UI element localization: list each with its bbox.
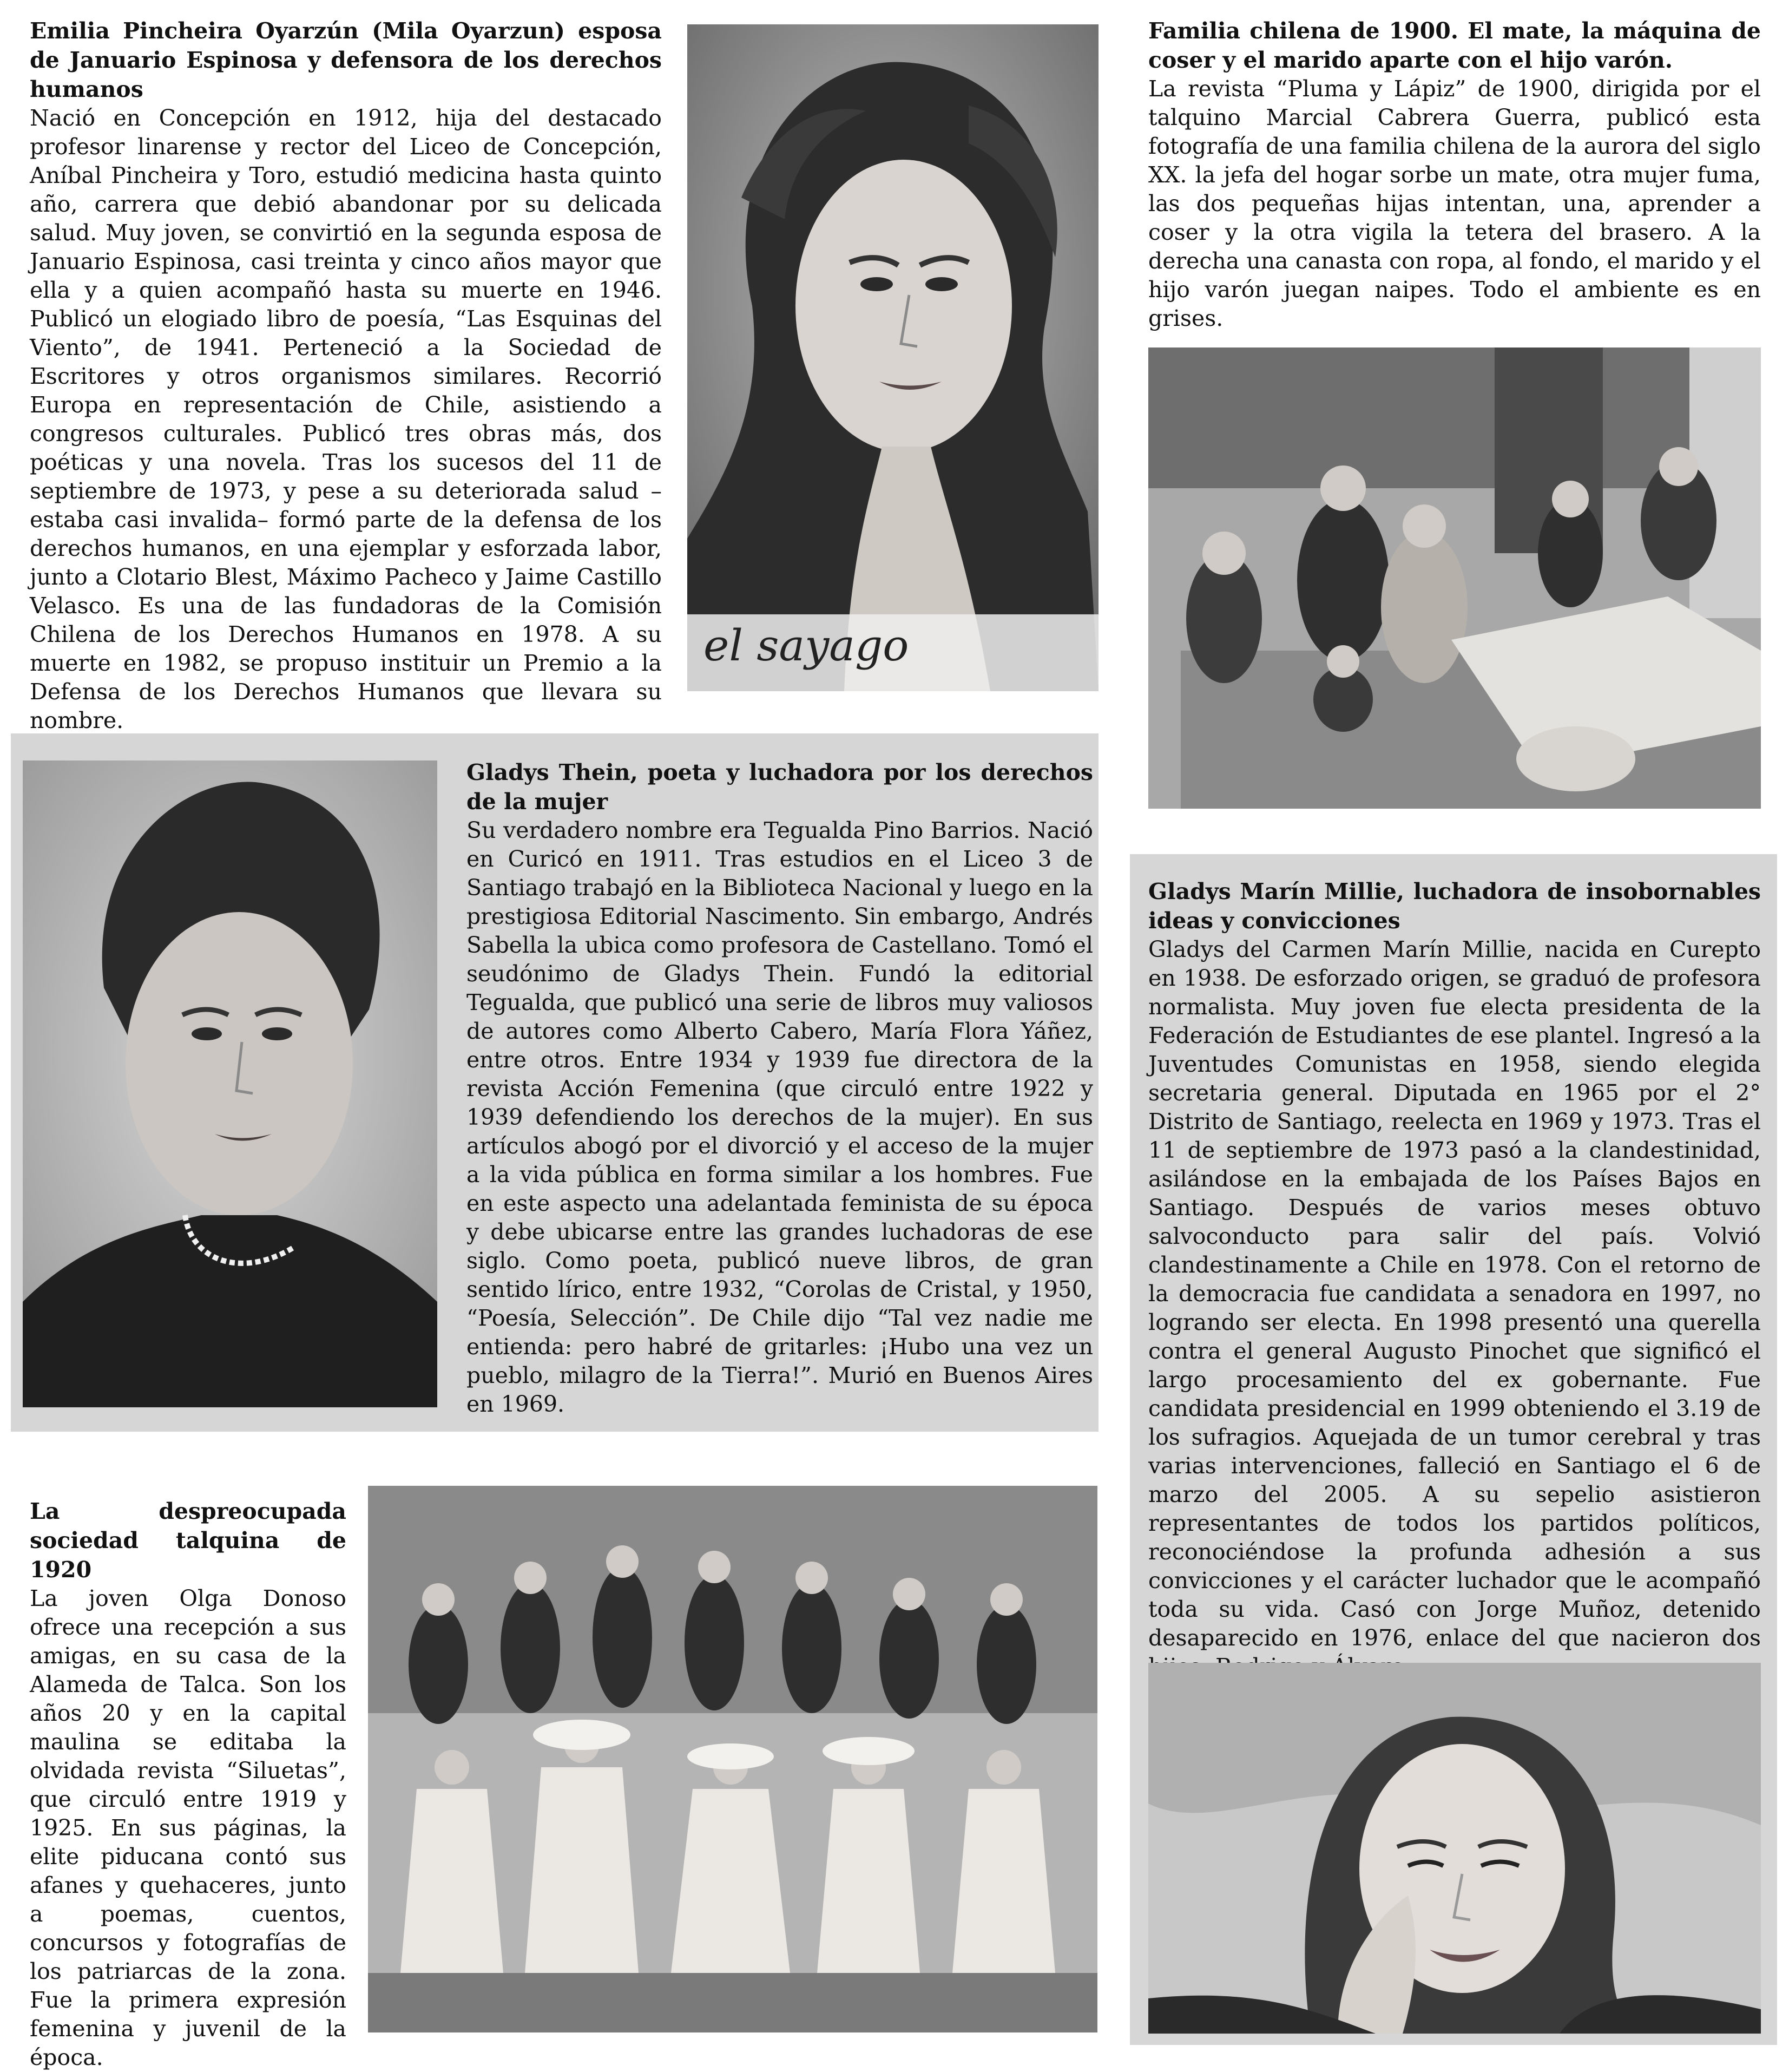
article-talca-body: La joven Olga Donoso ofrece una recepción a sus amigas, en su casa de la Alameda de Talca. Son los años 20 y en la capital maulina se editaba la olvidada revista “Siluetas”, que circuló entre 1919 y 1925. En sus páginas, la elite piducana contó sus afanes y quehaceres, junto a poemas, cuentos, concursos y fotografías de los patriarcas de la zona. Fue la primera expresión femenina y juvenil de la época.	[30, 1585, 346, 2070]
article-oyarzun	[30, 16, 662, 735]
oyarzun-portrait-photo	[687, 24, 1099, 691]
article-marin-body: Gladys del Carmen Marín Millie, nacida en Curepto en 1938. De esforzado origen, se graduó de profesora normalista. Muy joven fue electa presidenta de la Federación de Estudiantes de ese plantel. Ingresó a la Juventudes Comunistas en 1958, siendo elegida secretaria general. Diputada en 1965 por el 2° Distrito de Santiago, reelecta en 1969 y 1973. Tras el 11 de septiembre de 1973 pasó a la clandestinidad, asilándose en la embajada de los Países Bajos en Santiago. Después de varios meses obtuvo salvoconducto para salir del país. Volvió clandestinamente a Chile en 1978. Con el retorno de la democracia fue candidata a senadora en 1997, no logrando ser electa. En 1998 presentó una querella contra el general Augusto Pinochet que significó el largo procesamiento del ex gobernante. Fue candidata presidencial en 1999 obteniendo el 3.19 de los sufragios. Aquejada de un tumor cerebral y tras varias intervenciones, falleció en Santiago el 6 de marzo del 2005. A su sepelio asistieron representantes de todos los partidos políticos, reconociéndose la profunda adhesión a sus convicciones y el carácter luchador que le acompañó toda su vida. Casó con Jorge Muñoz, detenido desaparecido en 1976, enlace del que nacieron dos	[1148, 936, 1761, 1651]
article-talca-1920	[30, 1497, 346, 2072]
talca-1920-group-photo	[368, 1486, 1097, 2032]
oyarzun-signature: el sayago	[703, 620, 909, 671]
thein-portrait-photo	[23, 760, 437, 1407]
article-familia-body: La revista “Pluma y Lápiz” de 1900, dirigida por el talquino Marcial Cabrera Guerra, publicó esta fotografía de una familia chilena de la aurora del siglo XX. la jefa del hogar sorbe un mate, otra mujer fuma, las dos pequeñas hijas intentan, una, aprender a coser y la otra vigila la tetera del brasero. A la derecha una canasta con ropa, al fondo, el marido y el hijo varón juegan naipes. Todo el ambiente es en grises.	[1148, 76, 1761, 331]
familia-1900-photo	[1148, 347, 1761, 809]
article-familia-title: Familia chilena de 1900. El mate, la máquina de coser y el marido aparte con el hijo varón.	[1148, 18, 1761, 73]
article-oyarzun-title: Emilia Pincheira Oyarzún (Mila Oyarzun) esposa de Januario Espinosa y defensora de los derechos humanos	[30, 18, 662, 102]
article-marin	[1148, 877, 1761, 1681]
marin-portrait-photo	[1148, 1663, 1761, 2034]
article-thein-title: Gladys Thein, poeta y luchadora por los derechos de la mujer	[466, 759, 1093, 815]
article-familia-1900	[1148, 16, 1761, 333]
article-thein	[466, 758, 1093, 1419]
article-talca-title: La despreocupada sociedad talquina de 1920	[30, 1498, 346, 1583]
article-oyarzun-body: Nació en Concepción en 1912, hija del destacado profesor linarense y rector del Liceo de Concepción, Aníbal Pincheira y Toro, estudió medicina hasta quinto año, carrera que debió abandonar por su delicada salud. Muy joven, se convirtió en la segunda esposa de Januario Espinosa, casi treinta y cinco años mayor que ella y a quien acompañó hasta su muerte en 1946. Publicó un elogiado libro de poesía, “Las Esquinas del Viento”, de 1941. Perteneció a la Sociedad de Escritores y otros organismos similares. Recorrió Europa en representación de Chile, asistiendo a congresos culturales. Publicó tres obras más, dos poéticas y una novela. Tras los sucesos del 11 de septiembre de 1973, y pese a su deteriorada salud –estaba casi invalida– formó parte de la defensa de los derechos humanos, en una ejemplar y esforzada labor, junto a Clotario Blest, Máximo Pacheco y Jaime Castillo Velasco. Es una de las fundadoras de la Comisión Chilena de los Derechos Humanos en 1978. A su muerte en 1982, se propuso instituir un Premio a la Defensa de los Derechos Humanos que llevara su nombre.	[30, 105, 662, 733]
article-thein-body: Su verdadero nombre era Tegualda Pino Barrios. Nació en Curicó en 1911. Tras estudios en el Liceo 3 de Santiago trabajó en la Biblioteca Nacional y luego en la prestigiosa Editorial Nascimento. Sin embargo, Andrés Sabella la ubica como profesora de Castellano. Tomó el seudónimo de Gladys Thein. Fundó la editorial Tegualda, que publicó una serie de libros muy valiosos de autores como Alberto Cabero, María Flora Yáñez, entre otros. Entre 1934 y 1939 fue directora de la revista Acción Femenina (que circuló entre 1922 y 1939 defendiendo los derechos de la mujer). En sus artículos abogó por el divorció y el acceso de la mujer a la vida pública en forma similar a los hombres. Fue en este aspecto una adelantada feminista de su época y debe ubicarse entre las grandes luchadoras de ese siglo. Como poeta, publicó nueve libros, de gran sentido lírico, entre 1932, “Corolas de Cristal, y 1950, “Poesía, Selección”. De Chile dijo “Tal vez nadie me entienda: pero habré de gritarles: ¡Hubo una vez un pueblo, milagro de la Tierra!”. Murió en Buenos Aires en 1969.	[466, 817, 1093, 1417]
article-marin-title: Gladys Marín Millie, luchadora de insobornables ideas y convicciones	[1148, 878, 1761, 934]
